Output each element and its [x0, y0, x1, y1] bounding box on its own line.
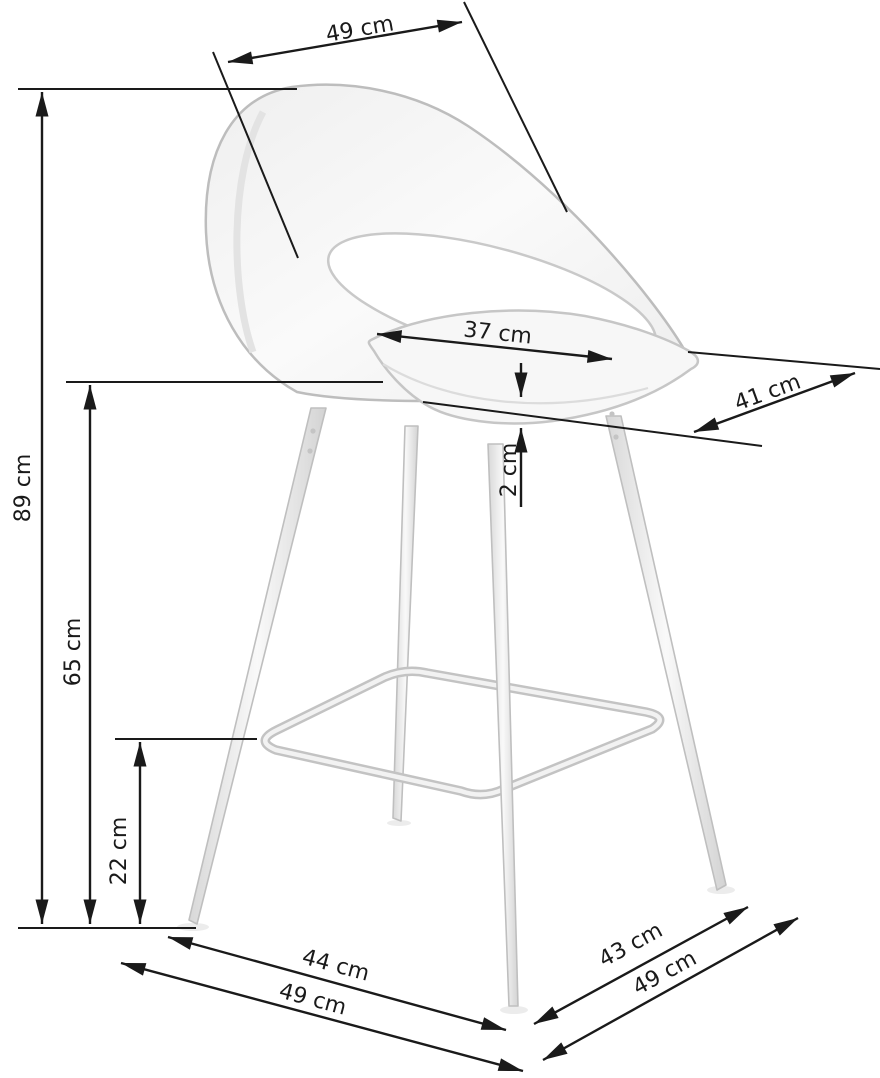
- dim-label-footrest-height: 22 cm: [107, 816, 132, 886]
- leg-screw: [310, 428, 315, 433]
- front-right-leg: [488, 444, 518, 1006]
- ext-line-seat-depth-upper: [688, 352, 880, 369]
- dim-label-seat-height: 65 cm: [61, 617, 86, 687]
- dim-label-seat-depth: 41 cm: [731, 369, 805, 417]
- back-right-leg: [606, 416, 726, 890]
- leg-screw: [609, 411, 614, 416]
- front-left-leg: [189, 408, 326, 924]
- floor-shadow: [500, 1006, 528, 1014]
- footrest-ring: [265, 671, 659, 794]
- dim-label-seat-edge-thickness: 2 cm: [497, 442, 522, 498]
- dim-label-base-width: 49 cm: [276, 978, 350, 1021]
- leg-screw: [307, 448, 312, 453]
- dim-label-seat-width: 37 cm: [462, 317, 534, 350]
- dim-label-front-leg-span: 44 cm: [299, 944, 373, 987]
- footrest-ring-highlight: [265, 671, 659, 794]
- dim-label-total-height: 89 cm: [11, 453, 36, 523]
- leg-screw: [613, 434, 618, 439]
- back-left-leg: [393, 426, 418, 821]
- dim-label-base-depth: 49 cm: [628, 945, 701, 1001]
- stool-drawing: [177, 85, 735, 1014]
- dim-label-side-leg-span: 43 cm: [594, 917, 667, 973]
- dim-arrow-base-depth: [543, 918, 798, 1060]
- dim-label-backrest-width: 49 cm: [323, 11, 396, 48]
